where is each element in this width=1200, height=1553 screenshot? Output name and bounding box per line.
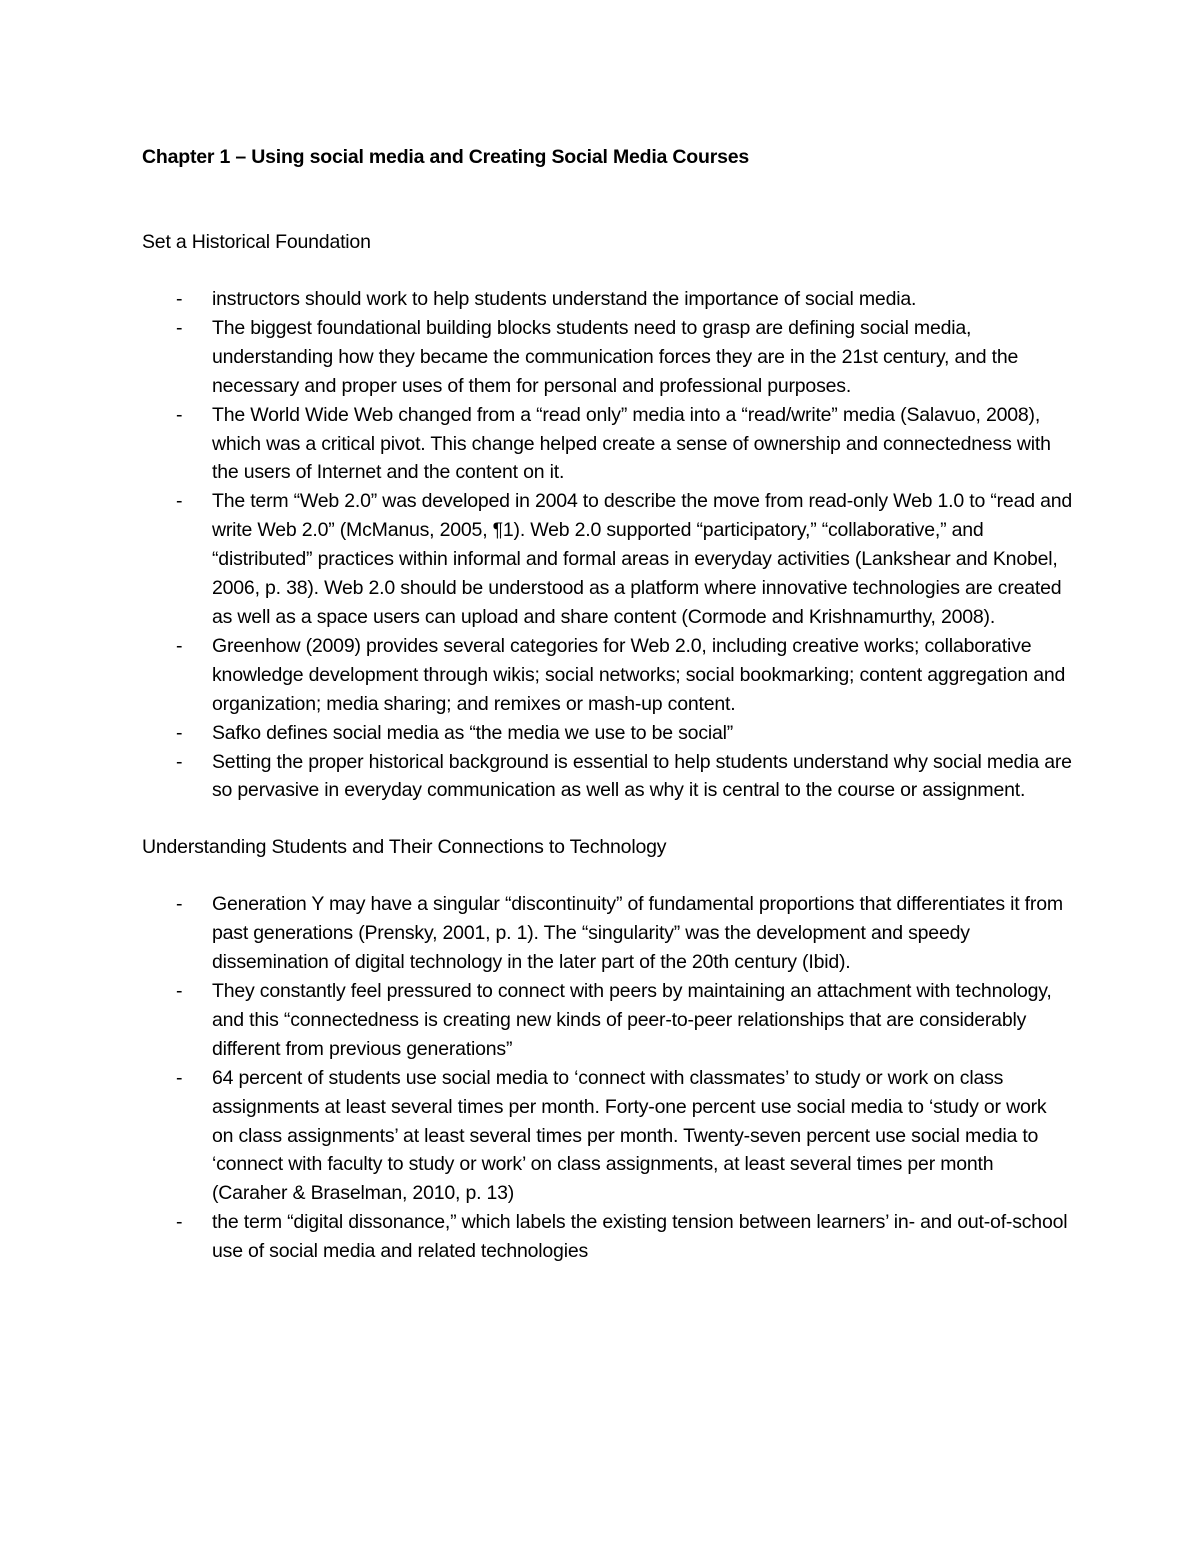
- bullet-dash: -: [176, 1066, 183, 1089]
- list-item-text: They constantly feel pressured to connect with peers by maintaining an attachment with technology, and this “connectedness is creating new kinds of peer-to-peer relationships that are considerably different from previous generations”: [212, 980, 1052, 1060]
- list-item: [142, 487, 1072, 632]
- bullet-dash: -: [176, 316, 183, 339]
- list-item-text: The biggest foundational building blocks students need to grasp are defining social media, understanding how they became the communication forces they are in the 21st century, and the necessary and proper uses of them for personal and professional purposes.: [212, 316, 1019, 397]
- list-item: [142, 632, 1072, 719]
- list-item-text: The term “Web 2.0” was developed in 2004 to describe the move from read-only Web 1.0 to “read and write Web 2.0” (McManus, 2005, ¶1). Web 2.0 supported “participatory,” “collaborative,” and “distributed” practices within informal and formal areas in everyday activities (Lankshear and Knobel, 2006, p. 38). Web 2.0 should be understood as a platform where innovative technologies are created as well as a space users can upload and share content (Cormode and Krishnamurthy, 2008).: [212, 490, 1073, 628]
- section-heading-students-technology: Understanding Students and Their Connections to Technology: [142, 836, 667, 859]
- list-item-text: Greenhow (2009) provides several categories for Web 2.0, including creative works; collaborative knowledge development through wikis; social networks; social bookmarking; content aggregation and organization; media sharing; and remixes or mash-up content.: [212, 634, 1066, 715]
- section-heading-historical-foundation: Set a Historical Foundation: [142, 231, 371, 253]
- bullet-dash: -: [176, 634, 183, 657]
- list-item-text: The World Wide Web changed from a “read only” media into a “read/write” media (Salavuo, 2008), which was a critical pivot. This change helped create a sense of ownership and connectedness with the users of Internet and the content on it.: [212, 403, 1051, 484]
- list-item-text: 64 percent of students use social media to ‘connect with classmates’ to study or work on class assignments at least several times per month. Forty-one percent use social media to ‘study or work on class assignments’ at least several times per month. Twenty-seven percent use social media to ‘connect with faculty to study or work’ on class assignments, at least several times per month (Caraher & Braselman, 2010, p. 13): [212, 1066, 1047, 1205]
- bullet-dash: -: [176, 288, 183, 310]
- list-item-text: Setting the proper historical background is essential to help students understand why social media are so pervasive in everyday communication as well as why it is central to the course or assignment.: [212, 750, 1072, 802]
- bullet-dash: -: [176, 490, 183, 513]
- list-item: [142, 748, 1072, 806]
- list-item-text: Safko defines social media as “the media we use to be social”: [212, 721, 734, 744]
- chapter-title: Chapter 1 – Using social media and Creating Social Media Courses: [142, 146, 750, 168]
- bullet-dash: -: [176, 1211, 183, 1234]
- list-item: [142, 1064, 1072, 1209]
- list-item: [142, 314, 1072, 401]
- list-item-text: instructors should work to help students understand the importance of social media.: [212, 288, 917, 310]
- bullet-dash: -: [176, 721, 183, 744]
- bullet-list-students-technology: [142, 890, 1072, 1266]
- bullet-dash: -: [176, 750, 183, 773]
- list-item: [142, 285, 1072, 314]
- list-item-text: Generation Y may have a singular “discontinuity” of fundamental proportions that differentiates it from past generations (Prensky, 2001, p. 1). The “singularity” was the development and speedy dissemination of digital technology in the later part of the 20th century (Ibid).: [212, 893, 1063, 974]
- document-body: [142, 143, 1072, 1266]
- list-item: [142, 890, 1072, 977]
- bullet-dash: -: [176, 980, 183, 1003]
- list-item: [142, 977, 1072, 1064]
- bullet-list-historical-foundation: [142, 285, 1072, 805]
- list-item-text: the term “digital dissonance,” which labels the existing tension between learners’ in- and out-of-school use of social media and related technologies: [212, 1211, 1068, 1263]
- list-item: [142, 401, 1072, 488]
- bullet-dash: -: [176, 403, 183, 426]
- list-item: [142, 719, 1072, 748]
- list-item: [142, 1208, 1072, 1266]
- bullet-dash: -: [176, 893, 183, 916]
